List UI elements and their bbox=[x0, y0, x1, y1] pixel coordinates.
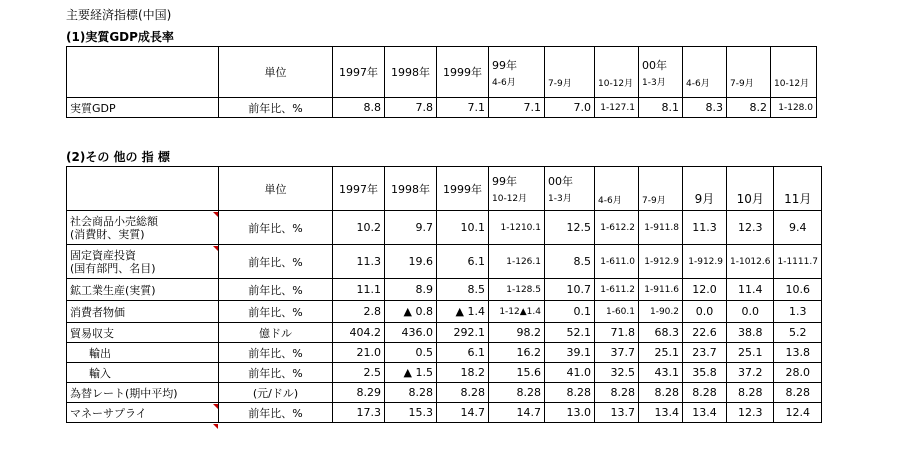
cell-value: 11.4 bbox=[727, 279, 774, 301]
cell-value: 436.0 bbox=[385, 323, 437, 343]
cell-value: 1-1012.6 bbox=[727, 245, 774, 279]
header-unit: 単位 bbox=[219, 167, 333, 211]
row-label-line: (国有部門、名目) bbox=[70, 261, 156, 275]
header-1999: 1999年 bbox=[437, 167, 489, 211]
cell-value: 8.28 bbox=[727, 383, 774, 403]
header-00-q4: 10-12月 bbox=[771, 47, 817, 98]
row-unit: 前年比、% bbox=[219, 245, 333, 279]
cell-value: 12.3 bbox=[727, 403, 774, 423]
cell-value: 8.2 bbox=[727, 98, 771, 118]
header-month-9: 9月 bbox=[683, 167, 727, 211]
table-row bbox=[67, 343, 822, 363]
cell-value: 41.0 bbox=[545, 363, 595, 383]
header-unit: 単位 bbox=[219, 47, 333, 98]
cell-value: 28.0 bbox=[774, 363, 821, 383]
row-unit: 前年比、% bbox=[219, 343, 333, 363]
row-unit: 前年比、% bbox=[219, 301, 333, 323]
header-year-99: 99年 bbox=[492, 175, 517, 188]
section-1-title: (1)実質GDP成長率 bbox=[66, 30, 174, 44]
table-row bbox=[67, 323, 822, 343]
cell-value: 1-912.9 bbox=[683, 245, 727, 279]
cell-value: 12.0 bbox=[683, 279, 727, 301]
row-unit: 前年比、% bbox=[219, 279, 333, 301]
header-month-11: 11月 bbox=[774, 167, 821, 211]
cell-value: 52.1 bbox=[545, 323, 595, 343]
comment-marker bbox=[213, 212, 218, 217]
row-unit: 億ドル bbox=[219, 323, 333, 343]
header-00-q1 bbox=[545, 167, 595, 211]
cell-value: 15.6 bbox=[489, 363, 545, 383]
cell-value: 7.0 bbox=[545, 98, 595, 118]
comment-marker bbox=[213, 424, 218, 429]
cell-value: 43.1 bbox=[639, 363, 683, 383]
cell-value: 39.1 bbox=[545, 343, 595, 363]
cell-value: 25.1 bbox=[727, 343, 774, 363]
cell-value: 22.6 bbox=[683, 323, 727, 343]
header-blank bbox=[67, 167, 219, 211]
page-title: 主要経済指標(中国) bbox=[66, 8, 172, 22]
cell-value: 13.4 bbox=[683, 403, 727, 423]
cell-value: 8.29 bbox=[333, 383, 385, 403]
cell-value: 19.6 bbox=[385, 245, 437, 279]
cell-value: 1-911.6 bbox=[639, 279, 683, 301]
cell-value: 7.8 bbox=[385, 98, 437, 118]
cell-value: 1-611.2 bbox=[595, 279, 639, 301]
cell-value: 8.28 bbox=[385, 383, 437, 403]
cell-value: 8.28 bbox=[774, 383, 821, 403]
cell-value: 8.28 bbox=[595, 383, 639, 403]
cell-value: 32.5 bbox=[595, 363, 639, 383]
cell-value: 98.2 bbox=[489, 323, 545, 343]
cell-value: 8.1 bbox=[639, 98, 683, 118]
row-unit: 前年比、% bbox=[219, 403, 333, 423]
header-1998: 1998年 bbox=[385, 47, 437, 98]
header-year-00: 00年 bbox=[642, 58, 667, 72]
table-row bbox=[67, 98, 817, 118]
cell-value: 8.28 bbox=[545, 383, 595, 403]
row-label: 為替レート(期中平均) bbox=[67, 383, 219, 403]
cell-value: 1-60.1 bbox=[595, 301, 639, 323]
cell-value: 292.1 bbox=[437, 323, 489, 343]
cell-value: 1-612.2 bbox=[595, 211, 639, 245]
table-row bbox=[67, 403, 822, 423]
cell-value: 0.5 bbox=[385, 343, 437, 363]
indicators-table bbox=[66, 166, 822, 423]
header-period: 1-3月 bbox=[548, 194, 572, 204]
row-label bbox=[67, 245, 219, 279]
cell-value: 11.3 bbox=[333, 245, 385, 279]
cell-value: 2.8 bbox=[333, 301, 385, 323]
row-label: 実質GDP bbox=[67, 98, 219, 118]
cell-value: ▲ 1.5 bbox=[385, 363, 437, 383]
row-label: 貿易収支 bbox=[67, 323, 219, 343]
cell-value: 1-127.1 bbox=[595, 98, 639, 118]
cell-value: 12.4 bbox=[774, 403, 821, 423]
header-00-q3: 7-9月 bbox=[727, 47, 771, 98]
row-label-line: (消費財、実質) bbox=[70, 227, 145, 241]
cell-value: 404.2 bbox=[333, 323, 385, 343]
cell-value: 0.0 bbox=[727, 301, 774, 323]
cell-value: 15.3 bbox=[385, 403, 437, 423]
gdp-table bbox=[66, 46, 817, 118]
cell-value: 11.1 bbox=[333, 279, 385, 301]
cell-value: 1-126.1 bbox=[489, 245, 545, 279]
row-label-line: 社会商品小売総額 bbox=[70, 214, 158, 228]
cell-value: 6.1 bbox=[437, 245, 489, 279]
cell-value: 8.8 bbox=[333, 98, 385, 118]
cell-value: 1-1111.7 bbox=[774, 245, 821, 279]
comment-marker bbox=[213, 246, 218, 251]
cell-value: 13.0 bbox=[545, 403, 595, 423]
header-period: 1-3月 bbox=[642, 77, 666, 88]
cell-value: 8.28 bbox=[489, 383, 545, 403]
row-label-line: 固定資産投資 bbox=[70, 248, 136, 262]
row-unit: 前年比、% bbox=[219, 98, 333, 118]
cell-value: 10.6 bbox=[774, 279, 821, 301]
cell-value: 68.3 bbox=[639, 323, 683, 343]
header-99-q4: 10-12月 bbox=[595, 47, 639, 98]
header-99-q3: 7-9月 bbox=[545, 47, 595, 98]
cell-value: 2.5 bbox=[333, 363, 385, 383]
header-row bbox=[67, 47, 817, 98]
table-row bbox=[67, 383, 822, 403]
cell-value: 14.7 bbox=[489, 403, 545, 423]
table-row bbox=[67, 279, 822, 301]
row-label: 鉱工業生産(実質) bbox=[67, 279, 219, 301]
cell-value: ▲ 1.4 bbox=[437, 301, 489, 323]
cell-value: 16.2 bbox=[489, 343, 545, 363]
header-00-q3: 7-9月 bbox=[639, 167, 683, 211]
row-unit: (元/ドル) bbox=[219, 383, 333, 403]
header-period: 10-12月 bbox=[492, 194, 528, 204]
header-period: 4-6月 bbox=[492, 77, 516, 88]
cell-value: 1-911.8 bbox=[639, 211, 683, 245]
header-month-10: 10月 bbox=[727, 167, 774, 211]
header-row bbox=[67, 167, 822, 211]
cell-value: 8.28 bbox=[683, 383, 727, 403]
cell-value: 23.7 bbox=[683, 343, 727, 363]
header-99-q2 bbox=[489, 47, 545, 98]
cell-value: 1-128.0 bbox=[771, 98, 817, 118]
table-row bbox=[67, 363, 822, 383]
cell-value: 1-128.5 bbox=[489, 279, 545, 301]
header-year-99: 99年 bbox=[492, 58, 517, 72]
cell-value: 17.3 bbox=[333, 403, 385, 423]
row-label bbox=[67, 211, 219, 245]
header-1998: 1998年 bbox=[385, 167, 437, 211]
cell-value: 1-611.0 bbox=[595, 245, 639, 279]
row-unit: 前年比、% bbox=[219, 211, 333, 245]
cell-value: 35.8 bbox=[683, 363, 727, 383]
header-year-00: 00年 bbox=[548, 175, 573, 188]
cell-value: 13.4 bbox=[639, 403, 683, 423]
cell-value: 1-90.2 bbox=[639, 301, 683, 323]
header-00-q2: 4-6月 bbox=[683, 47, 727, 98]
header-1997: 1997年 bbox=[333, 47, 385, 98]
row-label: 輸入 bbox=[67, 363, 219, 383]
cell-value: 21.0 bbox=[333, 343, 385, 363]
row-label: 輸出 bbox=[67, 343, 219, 363]
cell-value: 9.4 bbox=[774, 211, 821, 245]
cell-value: 1-12▲1.4 bbox=[489, 301, 545, 323]
cell-value: 10.2 bbox=[333, 211, 385, 245]
cell-value: 14.7 bbox=[437, 403, 489, 423]
cell-value: 1-912.9 bbox=[639, 245, 683, 279]
cell-value: 7.1 bbox=[489, 98, 545, 118]
header-99-q4 bbox=[489, 167, 545, 211]
cell-value: 13.7 bbox=[595, 403, 639, 423]
cell-value: 25.1 bbox=[639, 343, 683, 363]
table-row bbox=[67, 211, 822, 245]
cell-value: 10.7 bbox=[545, 279, 595, 301]
cell-value: 38.8 bbox=[727, 323, 774, 343]
cell-value: ▲ 0.8 bbox=[385, 301, 437, 323]
cell-value: 13.8 bbox=[774, 343, 821, 363]
section-2-title: (2)その 他の 指 標 bbox=[66, 150, 170, 164]
cell-value: 7.1 bbox=[437, 98, 489, 118]
header-1999: 1999年 bbox=[437, 47, 489, 98]
cell-value: 8.5 bbox=[437, 279, 489, 301]
header-00-q1 bbox=[639, 47, 683, 98]
cell-value: 0.0 bbox=[683, 301, 727, 323]
cell-value: 9.7 bbox=[385, 211, 437, 245]
cell-value: 8.9 bbox=[385, 279, 437, 301]
header-1997: 1997年 bbox=[333, 167, 385, 211]
cell-value: 71.8 bbox=[595, 323, 639, 343]
cell-value: 12.3 bbox=[727, 211, 774, 245]
cell-value: 1-1210.1 bbox=[489, 211, 545, 245]
cell-value: 11.3 bbox=[683, 211, 727, 245]
cell-value: 37.7 bbox=[595, 343, 639, 363]
row-label: 消費者物価 bbox=[67, 301, 219, 323]
table-row bbox=[67, 245, 822, 279]
cell-value: 1.3 bbox=[774, 301, 821, 323]
comment-marker bbox=[213, 404, 218, 409]
cell-value: 37.2 bbox=[727, 363, 774, 383]
cell-value: 8.3 bbox=[683, 98, 727, 118]
header-blank bbox=[67, 47, 219, 98]
cell-value: 8.5 bbox=[545, 245, 595, 279]
cell-value: 0.1 bbox=[545, 301, 595, 323]
cell-value: 12.5 bbox=[545, 211, 595, 245]
cell-value: 8.28 bbox=[639, 383, 683, 403]
row-unit: 前年比、% bbox=[219, 363, 333, 383]
cell-value: 5.2 bbox=[774, 323, 821, 343]
cell-value: 6.1 bbox=[437, 343, 489, 363]
header-00-q2: 4-6月 bbox=[595, 167, 639, 211]
table-row bbox=[67, 301, 822, 323]
cell-value: 18.2 bbox=[437, 363, 489, 383]
cell-value: 10.1 bbox=[437, 211, 489, 245]
row-label: マネーサプライ bbox=[67, 403, 219, 423]
cell-value: 8.28 bbox=[437, 383, 489, 403]
